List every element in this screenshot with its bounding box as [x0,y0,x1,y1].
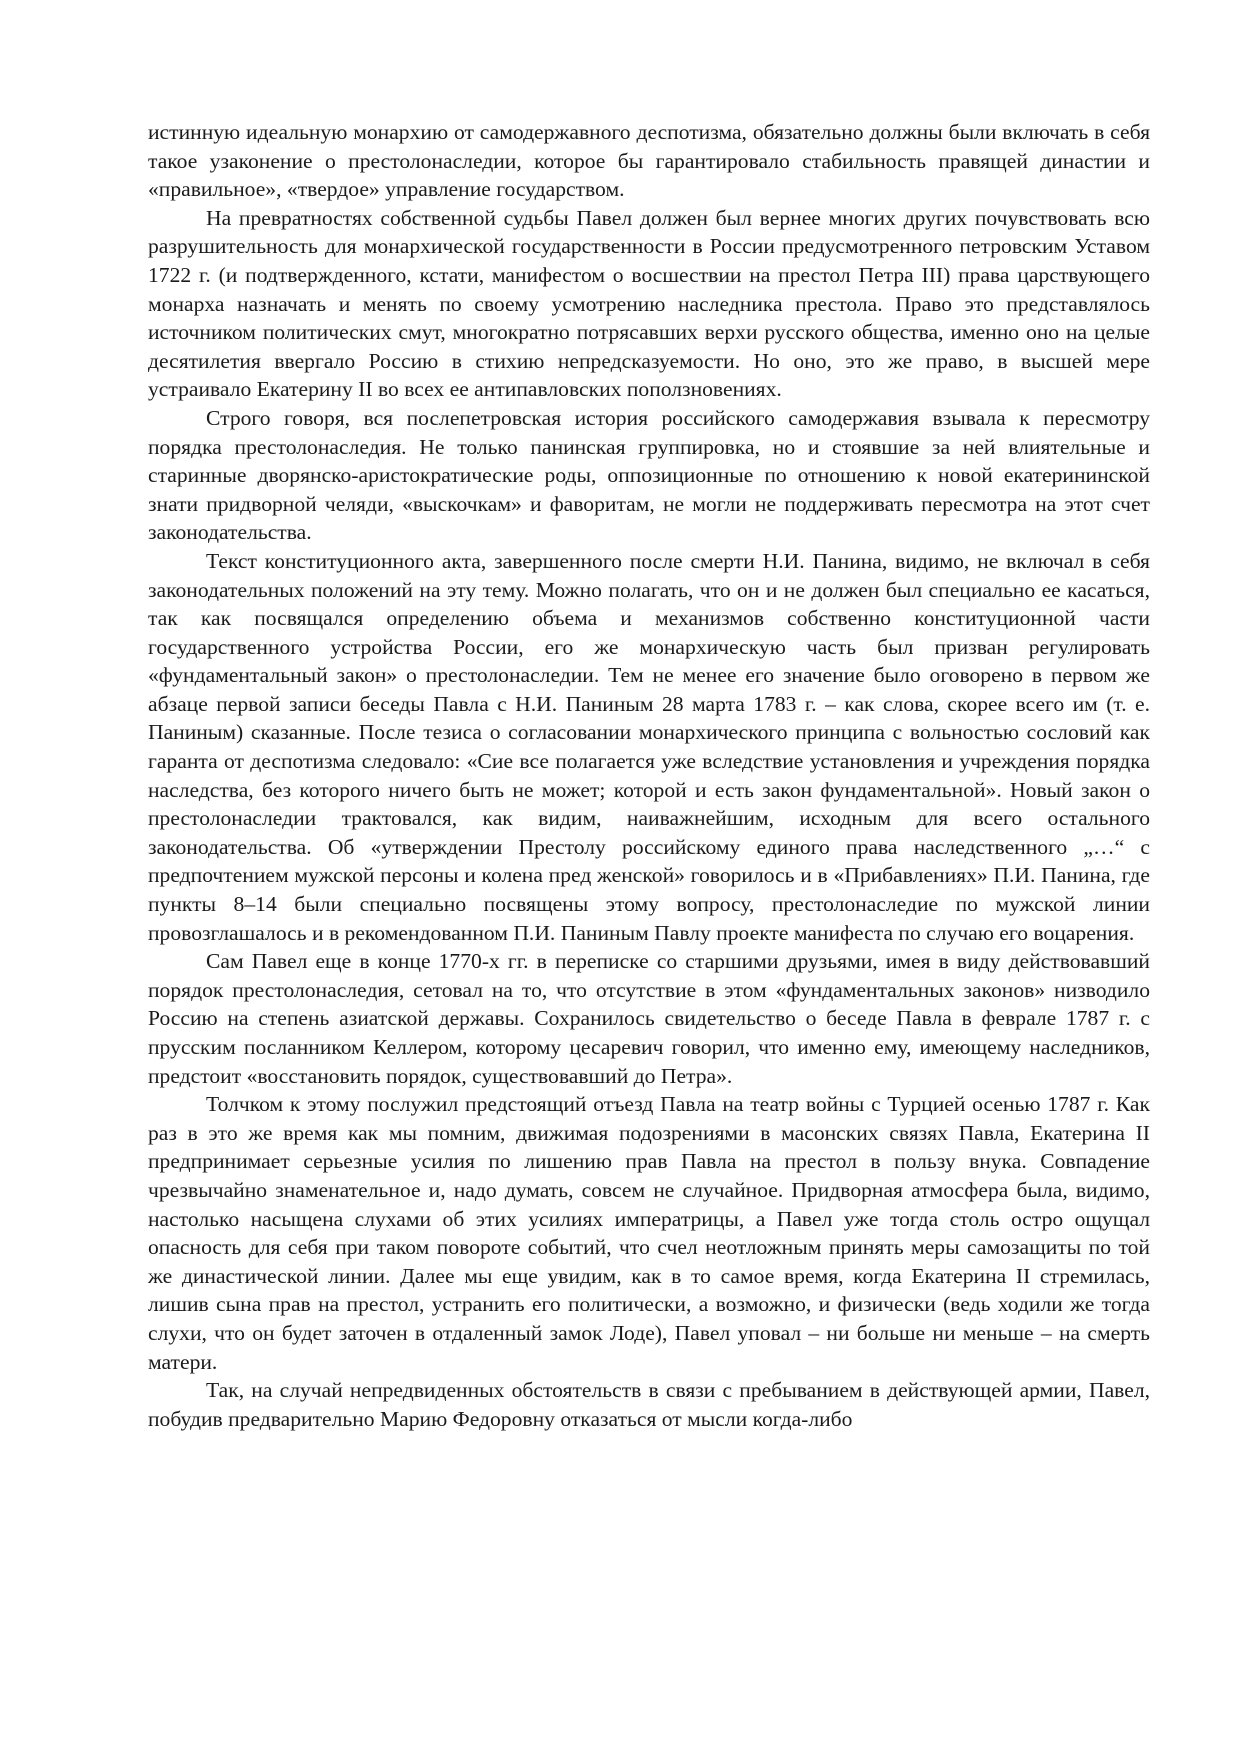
paragraph-army-departure: Так, на случай непредвиденных обстоятельств в связи с пребыванием в действующей армии, Павел, побудив предварительно Марию Федоровну отказаться от мысли когда-либо [148,1378,1150,1431]
paragraph-pavel-correspondence: Сам Павел еще в конце 1770-х гг. в переписке со старшими друзьями, имея в виду действовавший порядок престолонаследия, сетовал на то, что отсутствие в этом «фундаментальных законов» низводило Россию на степень азиатской державы. Сохранилось свидетельство о беседе Павла в феврале 1787 г. с прусским посланником Келлером, которому цесаревич говорил, что именно ему, имеющему наследников, предстоит «восстановить порядок, существовавший до Петра». [148,949,1150,1088]
paragraph-succession-history: Строго говоря, вся послепетровская история российского самодержавия взывала к пересмотру порядка престолонаследия. Не только панинская группировка, но и стоявшие за ней влиятельные и старинные дворянско-аристократические роды, оппозиционные по отношению к новой екатерининской знати придворной челяди, «выскочкам» и фаворитам, не могли не поддерживать пересмотра на этот счет законодательства. [148,405,1150,545]
paragraph-continuation: истинную идеальную монархию от самодержавного деспотизма, обязательно должны были включать в себя такое узаконение о престолонаследии, которое бы гарантировало стабильность правящей династии и «правильное», «твердое» управление государством. [148,120,1150,202]
document-page [148,118,1150,1433]
paragraph-constitutional-act: Текст конституционного акта, завершенного после смерти Н.И. Панина, видимо, не включал в себя законодательных положений на эту тему. Можно полагать, что он и не должен был специально ее касаться, так как посвящался определению объема и механизмов собственно конституционной части государственного устройства России, его же монархическую часть был призван регулировать «фундаментальный закон» о престолонаследии. Тем не менее его значение было оговорено в первом же абзаце первой записи беседы Павла с Н.И. Паниным 28 марта 1783 г. – как слова, скорее всего им (т. е. Паниным) сказанные. После тезиса о согласовании монархического принципа с вольностью сословий как гаранта от деспотизма следовало: «Сие все полагается уже вследствие установления и учреждения порядка наследства, без которого ничего быть не может; которой и есть закон фундаментальной». Новый закон о престолонаследии трактовался, как видим, наиважнейшим, исходным для всего остального законодательства. Об «утверждении Престолу российскому единого права наследственного „…“ с предпочтением мужской персоны и колена пред женской» говорилось и в «Прибавлениях» П.И. Панина, где пункты 8–14 были специально посвящены этому вопросу, престолонаследие по мужской линии провозглашалось и в рекомендованном П.И. Паниным Павлу проекте манифеста по случаю его воцарения. [148,548,1150,945]
paragraph-turkey-war: Толчком к этому послужил предстоящий отъезд Павла на театр войны с Турцией осенью 1787 г. Как раз в это же время как мы помним, движимая подозрениями в масонских связях Павла, Екатерина II предпринимает серьезные усилия по лишению прав Павла на престол в пользу внука. Совпадение чрезвычайно знаменательное и, надо думать, совсем не случайное. Придворная атмосфера была, видимо, настолько насыщена слухами об этих усилиях императрицы, а Павел уже тогда столь остро ощущал опасность для себя при таком повороте событий, что счел неотложным принять меры самозащиты по той же династической линии. Далее мы еще увидим, как в то самое время, когда Екатерина II стремилась, лишив сына прав на престол, устранить его политически, а возможно, и физически (ведь ходили же тогда слухи, что он будет заточен в отдаленный замок Лоде), Павел уповал – ни больше ни меньше – на смерть матери. [148,1092,1150,1374]
paragraph-pavel-fate: На превратностях собственной судьбы Павел должен был вернее многих других почувствовать всю разрушительность для монархической государственности в России предусмотренного петровским Уставом 1722 г. (и подтвержденного, кстати, манифестом о восшествии на престол Петра III) права царствующего монарха назначать и менять по своему усмотрению наследника престола. Право это представлялось источником политических смут, многократно потрясавших верхи русского общества, именно оно на целые десятилетия ввергало Россию в стихию непредсказуемости. Но оно, это же право, в высшей мере устраивало Екатерину II во всех ее антипавловских поползновениях. [148,205,1150,402]
